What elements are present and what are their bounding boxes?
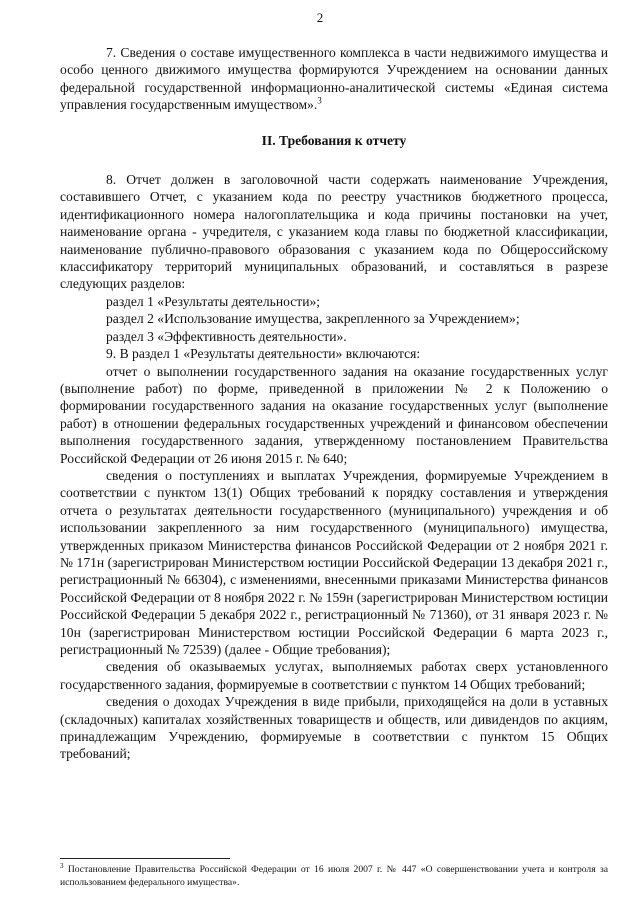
- footnote-divider: [60, 858, 230, 859]
- footnote-text: Постановление Правительства Российской Федерации от 16 июля 2007 г. № 447 «О совершенствовании учета и контроля за использованием федерального имущества».: [60, 864, 609, 888]
- paragraph-8: 8. Отчет должен в заголовочной части содержать наименование Учреждения, составившего Отчет, с указанием кода по реестру участников бюджетного процесса, идентификационного номера налогоплательщика и кода причины постановки на учет, наименование органа - учредителя, с указанием кода главы по бюджетной классификации, наименование публично-правового образования с указанием кода по Общероссийскому классификатору территорий муниципальных образований, и составляться в разрезе следующих разделов:: [60, 172, 608, 292]
- section-list-item-3: раздел 3 «Эффективность деятельности».: [106, 328, 347, 344]
- paragraph-9-item-4: сведения о доходах Учреждения в виде прибыли, приходящейся на доли в уставных (складочных) капиталах хозяйственных товариществ и обществ, или дивидендов по акциям, принадлежащим Учреждению, формируемые в соответствии с пунктом 15 Общих требований;: [60, 694, 608, 762]
- paragraph-9-item-1: отчет о выполнении государственного задания на оказание государственных услуг (выполнение работ) по форме, приведенной в приложении № 2 к Положению о формировании государственного задания на оказание государственных услуг (выполнение работ) в отношении федеральных государственных учреждений и финансовом обеспечении выполнения государственного задания, утвержденному постановлением Правительства Российской Федерации от 26 июня 2015 г. № 640;: [60, 363, 608, 466]
- section-heading: II. Требования к отчету: [261, 132, 407, 148]
- section-list-item-1: раздел 1 «Результаты деятельности»;: [106, 293, 321, 309]
- footnote-reference: 3: [317, 95, 322, 106]
- footnote-marker: 3: [60, 861, 64, 870]
- paragraph-9: 9. В раздел 1 «Результаты деятельности» включаются:: [106, 346, 421, 362]
- section-list-item-2: раздел 2 «Использование имущества, закрепленного за Учреждением»;: [106, 311, 520, 327]
- document-body: [60, 44, 608, 763]
- paragraph-7: [60, 44, 608, 114]
- footnote: [60, 863, 608, 889]
- paragraph-9-item-3: сведения об оказываемых услугах, выполняемых работах сверх установленного государственного задания, формируемые в соответствии с пунктом 14 Общих требований;: [60, 659, 608, 692]
- page-number: 2: [316, 10, 324, 25]
- paragraph-9-item-2: сведения о поступлениях и выплатах Учреждения, формируемые Учреждением в соответствии с пунктом 13(1) Общих требований к порядку составления и утверждения отчета о результатах деятельности государственного (муниципального) учреждения и об использовании закрепленного за ним государственного (муниципального) имущества, утвержденных приказом Министерства финансов Российской Федерации от 2 ноября 2021 г. № 171н (зарегистрирован Министерством юстиции Российской Федерации 13 декабря 2021 г., регистрационный № 66304), с изменениями, внесенными приказами Министерства финансов Российской Федерации от 8 ноября 2022 г. № 159н (зарегистрирован Министерством юстиции Российской Федерации 5 декабря 2022 г., регистрационный № 71360), от 31 января 2023 г. № 10н (зарегистрирован Министерством юстиции Российской Федерации 6 марта 2023 г., регистрационный № 72539) (далее - Общие требования);: [60, 467, 608, 657]
- paragraph-7-text: 7. Сведения о составе имущественного комплекса в части недвижимого имущества и особо ценного движимого имущества формируются Учреждением на основании данных федеральной государственной информационно-аналитической системы «Единая система управления государственным имуществом».: [60, 45, 608, 113]
